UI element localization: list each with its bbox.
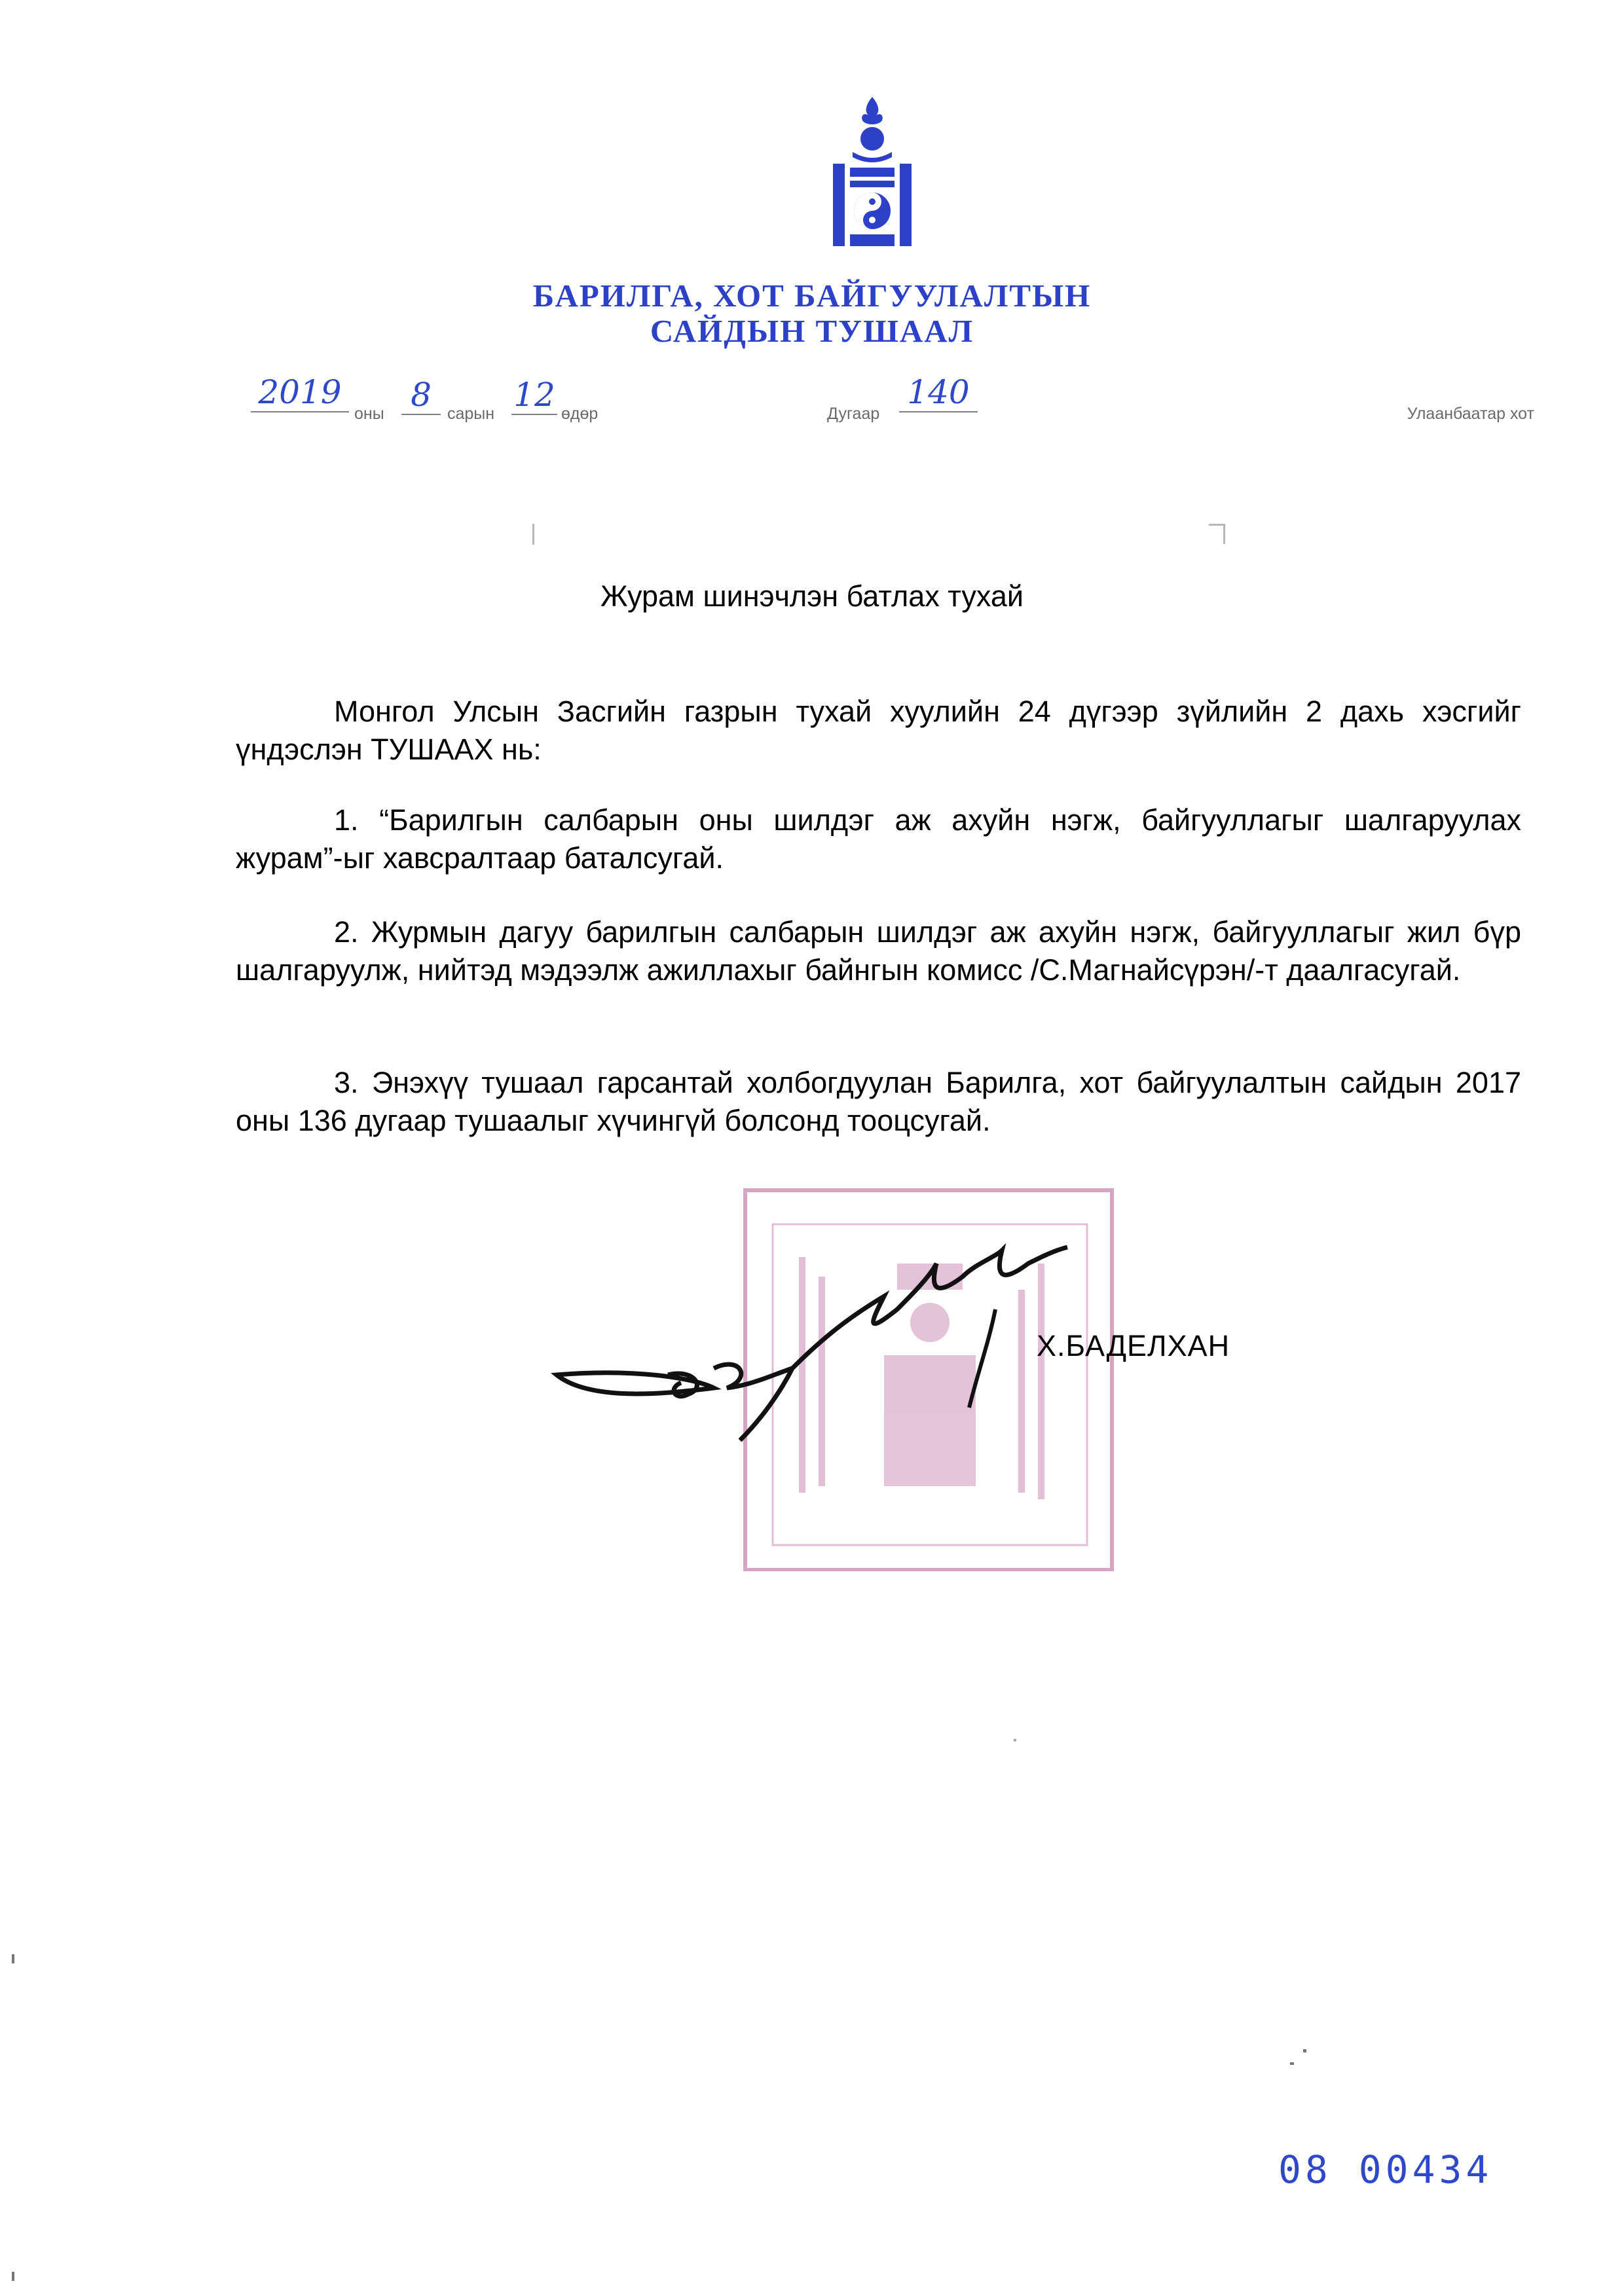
document-number: 140 [899, 373, 978, 412]
date-day-suffix: өдөр [561, 405, 599, 423]
scan-edge-mark [12, 2272, 14, 2281]
date-year-suffix: оны [354, 405, 384, 423]
soyombo-emblem-icon [826, 92, 918, 249]
scan-mark-right [1209, 524, 1225, 544]
scan-edge-mark [12, 1954, 14, 1963]
scan-dot [1303, 2049, 1306, 2052]
order-item-3: 3. Энэхүү тушаал гарсантай холбогдуулан Барилга, хот байгуулалтын сайдын 2017 оны 136 дугаар тушаалыг хүчингүй болсонд тооцсугай. [236, 1066, 1521, 1137]
document-meta-line [251, 373, 1560, 426]
date-month: 8 [401, 376, 441, 415]
document-serial-number: 08 00434 [1278, 2147, 1493, 2192]
document-number-label: Дугаар [827, 405, 880, 423]
order-intro: Монгол Улсын Засгийн газрын тухай хуулийн 24 дүгээр зүйлийн 2 дахь хэсгийг үндэслэн ТУШААХ нь: [236, 695, 1521, 766]
date-year: 2019 [251, 373, 349, 412]
ministry-title-line2: САЙДЫН ТУШААЛ [650, 313, 974, 349]
scan-dot [1014, 1739, 1016, 1741]
order-title: Журам шинэчлэн батлах тухай [600, 579, 1024, 613]
ministry-title-line1: БАРИЛГА, ХОТ БАЙГУУЛАЛТЫН [532, 278, 1092, 314]
place-of-issue: Улаанбаатар хот [1407, 405, 1534, 423]
scan-mark-left [532, 524, 534, 545]
signatory-name: Х.БАДЕЛХАН [1037, 1329, 1230, 1362]
date-day: 12 [511, 376, 557, 415]
scan-dot [1290, 2062, 1294, 2065]
order-item-1: 1. “Барилгын салбарын оны шилдэг аж ахуйн нэгж, байгууллагыг шалгаруулах журам”-ыг хавсралтаар баталсугай. [236, 803, 1521, 875]
date-month-suffix: сарын [447, 405, 495, 423]
order-item-2: 2. Журмын дагуу барилгын салбарын шилдэг аж ахуйн нэгж, байгууллагыг жил бүр шалгаруулж, нийтэд мэдээлж ажиллахыг байнгын комисс /С.Магнайсүрэн/-т даалгасугай. [236, 915, 1521, 987]
